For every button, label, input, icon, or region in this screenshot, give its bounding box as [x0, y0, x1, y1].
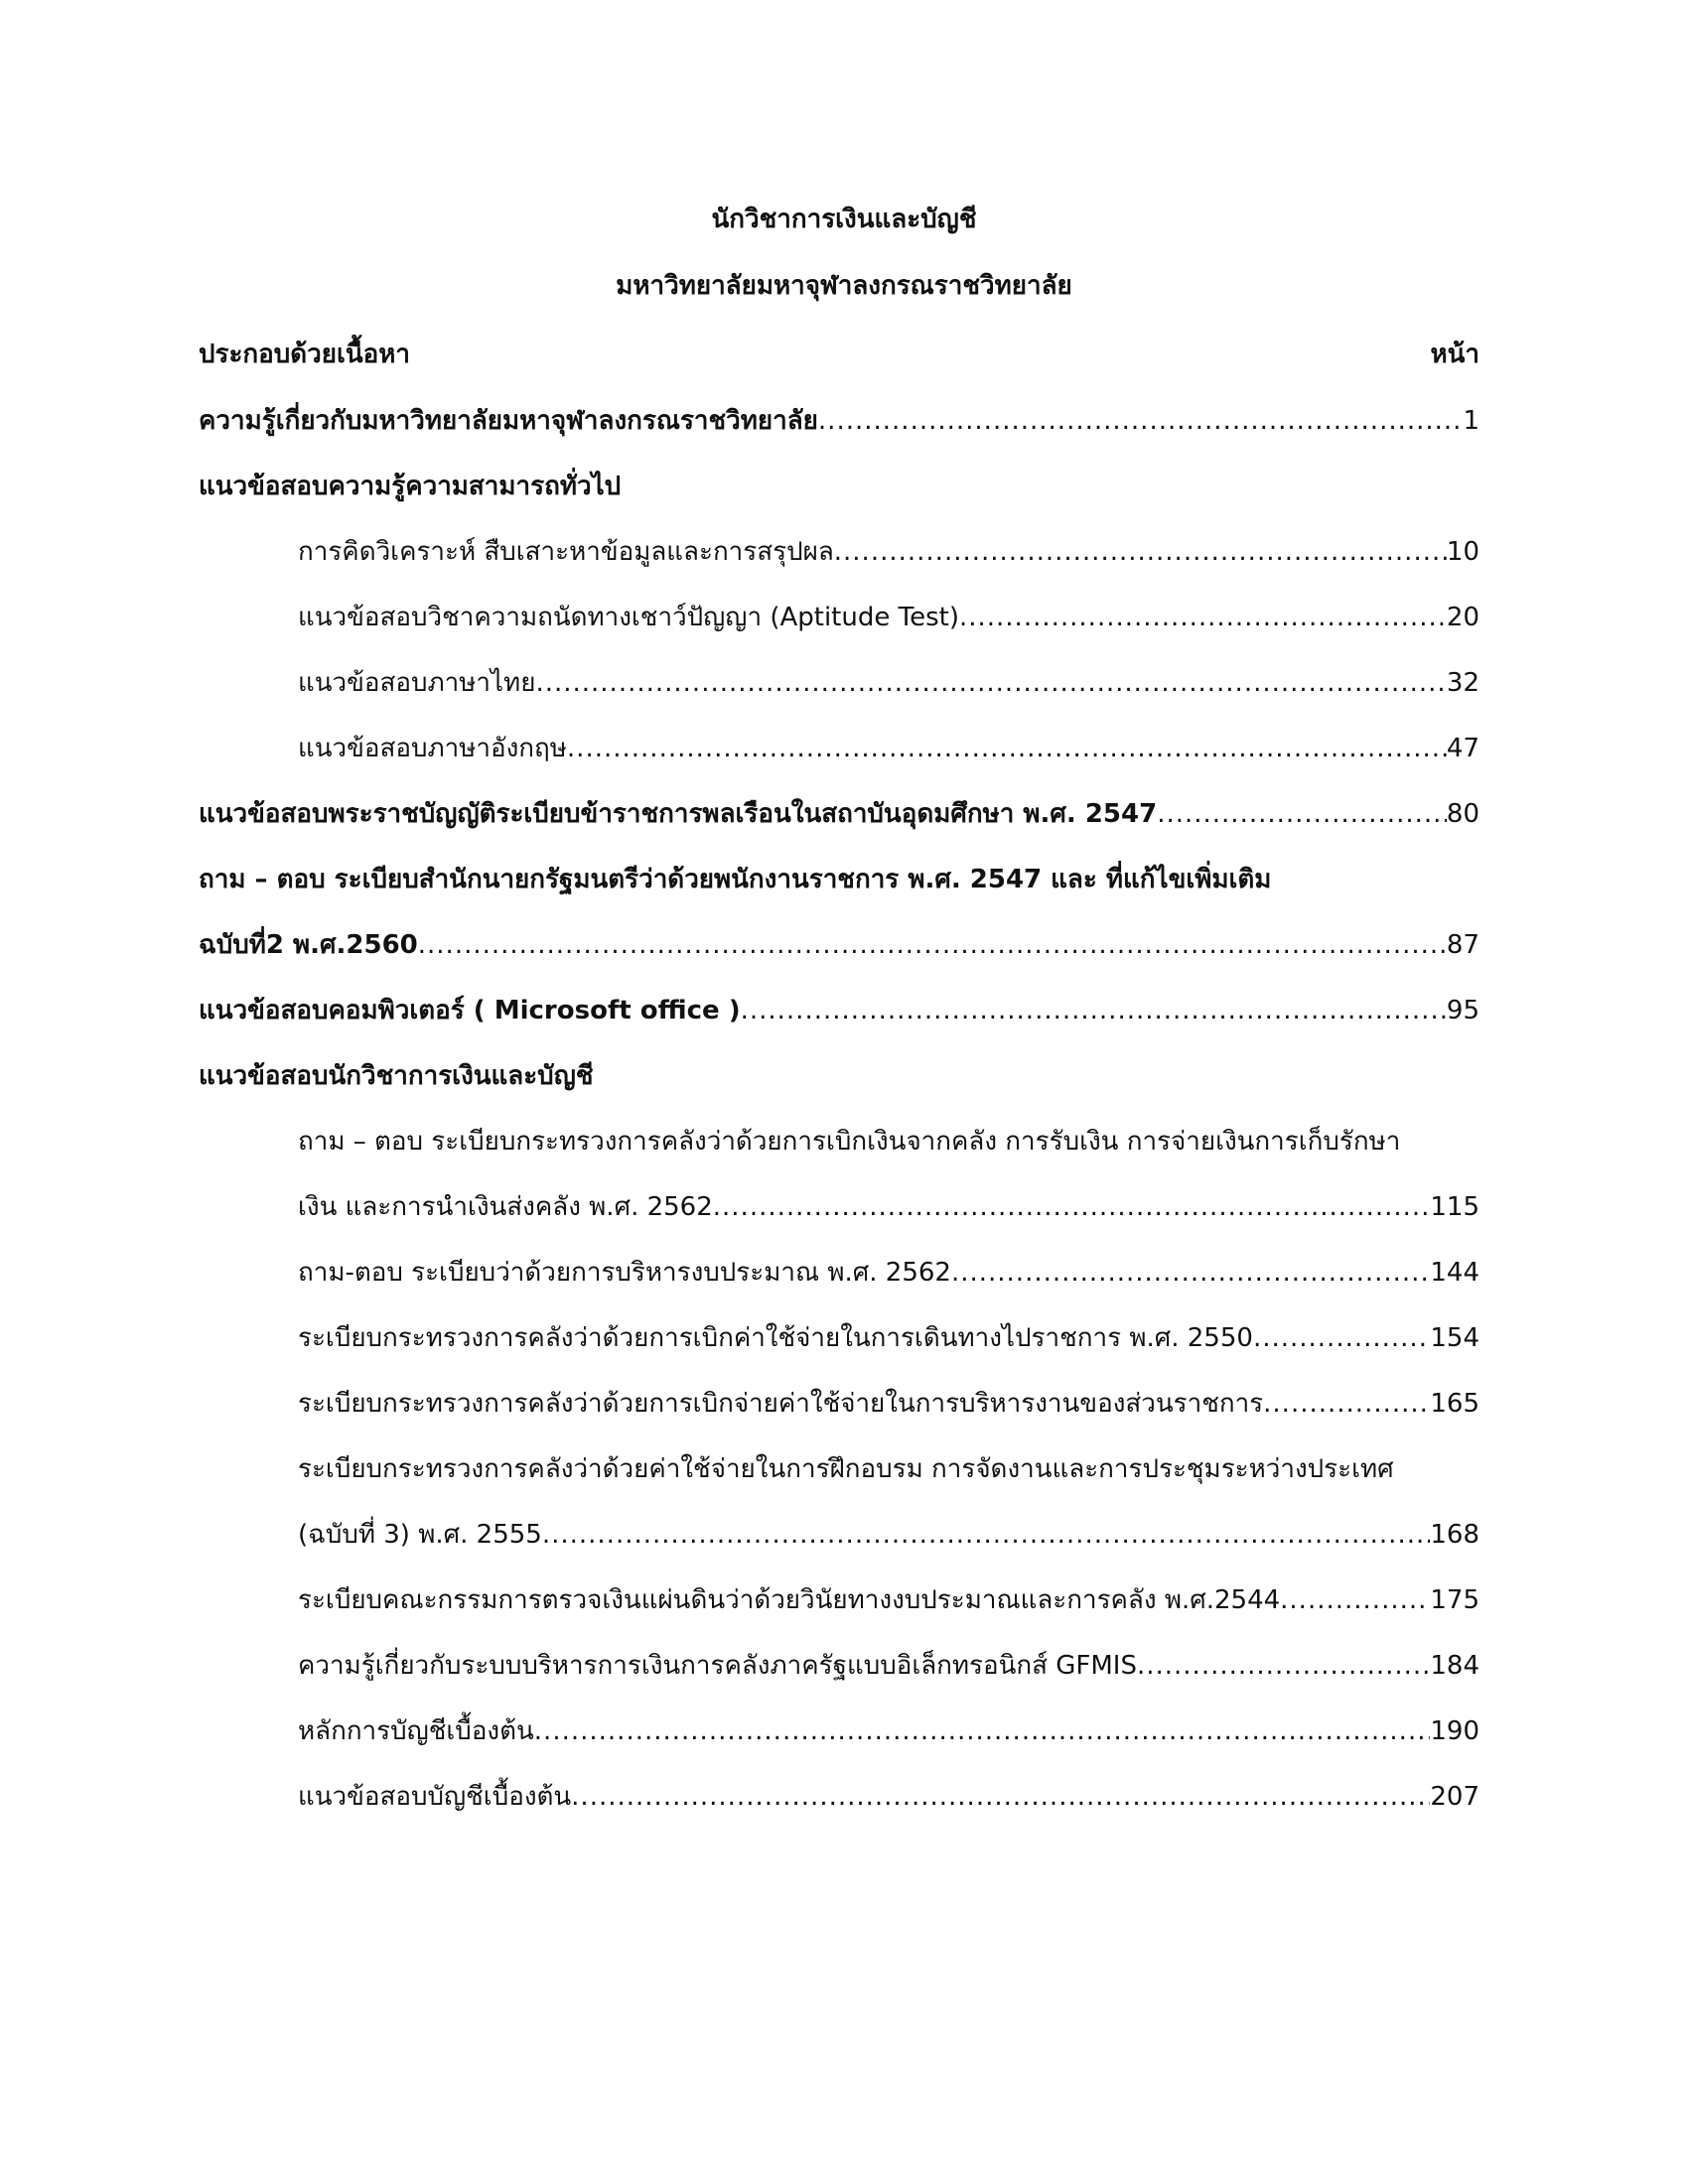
toc-entry-line1 [199, 860, 1479, 899]
toc-header [199, 335, 1479, 374]
toc-entry-text: ถาม-ตอบ ระเบียบว่าด้วยการบริหารงบประมาณ พ.ศ. 2562 [298, 1258, 951, 1288]
toc-entry [298, 1187, 1479, 1227]
toc-entry [298, 1515, 1479, 1555]
toc-entry [298, 1384, 1479, 1424]
toc-leader-dots [959, 598, 1447, 637]
toc-leader-dots [713, 1187, 1431, 1227]
toc-leader-dots [1157, 794, 1447, 834]
toc-entry-text: แนวข้อสอบบัญชีเบื้องต้น [298, 1782, 572, 1812]
toc-entry [199, 794, 1479, 834]
toc-entry-text: ระเบียบคณะกรรมการตรวจเงินแผ่นดินว่าด้วยวินัยทางงบประมาณและการคลัง พ.ศ.2544 [298, 1585, 1281, 1615]
toc-entry [298, 1318, 1479, 1358]
toc-entry-text: แนวข้อสอบวิชาความถนัดทางเชาว์ปัญญา (Aptitude Test) [298, 603, 959, 632]
toc-leader-dots [818, 401, 1464, 441]
toc-entry-page: 154 [1430, 1323, 1479, 1353]
toc-leader-dots [741, 991, 1447, 1030]
toc-entry-text: เงิน และการนำเงินส่งคลัง พ.ศ. 2562 [298, 1192, 713, 1222]
toc-entry [298, 1777, 1479, 1817]
toc-entry [298, 598, 1479, 637]
toc-leader-dots [834, 532, 1447, 572]
toc-entry-text: ฉบับที่2 พ.ศ.2560 [199, 930, 418, 960]
toc-entry-page: 20 [1446, 603, 1479, 632]
toc-entry-text: หลักการบัญชีเบื้องต้น [298, 1716, 534, 1746]
toc-entry-page: 175 [1430, 1585, 1479, 1615]
toc-leader-dots [1280, 1580, 1430, 1620]
toc-entry-text: แนวข้อสอบความรู้ความสามารถทั่วไป [199, 472, 622, 501]
toc-leader-dots [1137, 1646, 1430, 1686]
toc-leader-dots [571, 1777, 1430, 1817]
toc-entry-line1 [298, 1122, 1479, 1161]
toc-entry-page: 47 [1446, 734, 1479, 763]
toc-entry-text: ความรู้เกี่ยวกับมหาวิทยาลัยมหาจุฬาลงกรณราชวิทยาลัย [199, 406, 818, 436]
toc-entry [298, 1580, 1479, 1620]
toc-header-contents: ประกอบด้วยเนื้อหา [199, 340, 411, 369]
toc-entry-page: 87 [1446, 930, 1479, 960]
toc-leader-dots [1263, 1384, 1430, 1424]
toc-entry-text: ระเบียบกระทรวงการคลังว่าด้วยค่าใช้จ่ายในการฝึกอบรม การจัดงานและการประชุมระหว่างประเทศ [298, 1454, 1394, 1484]
toc-entry-page: 168 [1430, 1520, 1479, 1550]
toc-entry-page: 165 [1430, 1389, 1479, 1419]
toc-leader-dots [535, 663, 1446, 703]
toc-entry-page: 144 [1430, 1258, 1479, 1288]
toc-entry [298, 663, 1479, 703]
toc-entry [298, 1646, 1479, 1686]
document-subtitle: มหาวิทยาลัยมหาจุฬาลงกรณราชวิทยาลัย [616, 271, 1072, 301]
toc-entry [199, 401, 1479, 441]
toc-header-page: หน้า [1430, 340, 1479, 369]
toc-entry-text: ถาม – ตอบ ระเบียบสำนักนายกรัฐมนตรีว่าด้วยพนักงานราชการ พ.ศ. 2547 และ ที่แก้ไขเพิ่มเติม [199, 865, 1272, 894]
toc-entry [199, 925, 1479, 965]
toc-entry-text: ระเบียบกระทรวงการคลังว่าด้วยการเบิกจ่ายค่าใช้จ่ายในการบริหารงานของส่วนราชการ [298, 1389, 1264, 1419]
toc-section-heading [199, 1056, 1479, 1096]
toc-entry-page: 207 [1430, 1782, 1479, 1812]
toc-entry-page: 95 [1446, 996, 1479, 1025]
toc-entry-text: (ฉบับที่ 3) พ.ศ. 2555 [298, 1520, 542, 1550]
toc-entry-page: 10 [1446, 537, 1479, 567]
toc-entry-page: 115 [1430, 1192, 1479, 1222]
toc-entry-text: ระเบียบกระทรวงการคลังว่าด้วยการเบิกค่าใช้จ่ายในการเดินทางไปราชการ พ.ศ. 2550 [298, 1323, 1253, 1353]
toc-entry [298, 1253, 1479, 1293]
toc-section-heading [199, 467, 1479, 506]
toc-entry-page: 32 [1446, 668, 1479, 698]
toc-entry [199, 991, 1479, 1030]
toc-entry-text: ถาม – ตอบ ระเบียบกระทรวงการคลังว่าด้วยการเบิกเงินจากคลัง การรับเงิน การจ่ายเงินการเก็บรักษา [298, 1127, 1401, 1157]
toc-entry-text: แนวข้อสอบนักวิชาการเงินและบัญชี [199, 1061, 594, 1091]
toc-entry [298, 532, 1479, 572]
toc-entry-text: แนวข้อสอบภาษาอังกฤษ [298, 734, 567, 763]
toc-leader-dots [1253, 1318, 1430, 1358]
toc-entry-text: ความรู้เกี่ยวกับระบบบริหารการเงินการคลังภาครัฐแบบอิเล็กทรอนิกส์ GFMIS [298, 1651, 1137, 1681]
toc-entry-page: 1 [1463, 406, 1479, 436]
toc-entry [298, 1711, 1479, 1751]
toc-leader-dots [418, 925, 1447, 965]
toc-entry-text: แนวข้อสอบภาษาไทย [298, 668, 536, 698]
toc-entry-line1 [298, 1449, 1479, 1489]
toc-entry-page: 190 [1430, 1716, 1479, 1746]
toc-entry-page: 80 [1446, 799, 1479, 829]
toc-entry [298, 729, 1479, 768]
toc-leader-dots [951, 1253, 1430, 1293]
toc-leader-dots [534, 1711, 1431, 1751]
toc-leader-dots [567, 729, 1447, 768]
toc-entry-text: การคิดวิเคราะห์ สืบเสาะหาข้อมูลและการสรุปผล [298, 537, 834, 567]
toc-leader-dots [542, 1515, 1431, 1555]
document-title: นักวิชาการเงินและบัญชี [711, 205, 977, 234]
toc-entry-text: แนวข้อสอบพระราชบัญญัติระเบียบข้าราชการพลเรือนในสถาบันอุดมศึกษา พ.ศ. 2547 [199, 799, 1158, 829]
toc-entry-text: แนวข้อสอบคอมพิวเตอร์ ( Microsoft office ) [199, 996, 741, 1025]
toc-entry-page: 184 [1430, 1651, 1479, 1681]
